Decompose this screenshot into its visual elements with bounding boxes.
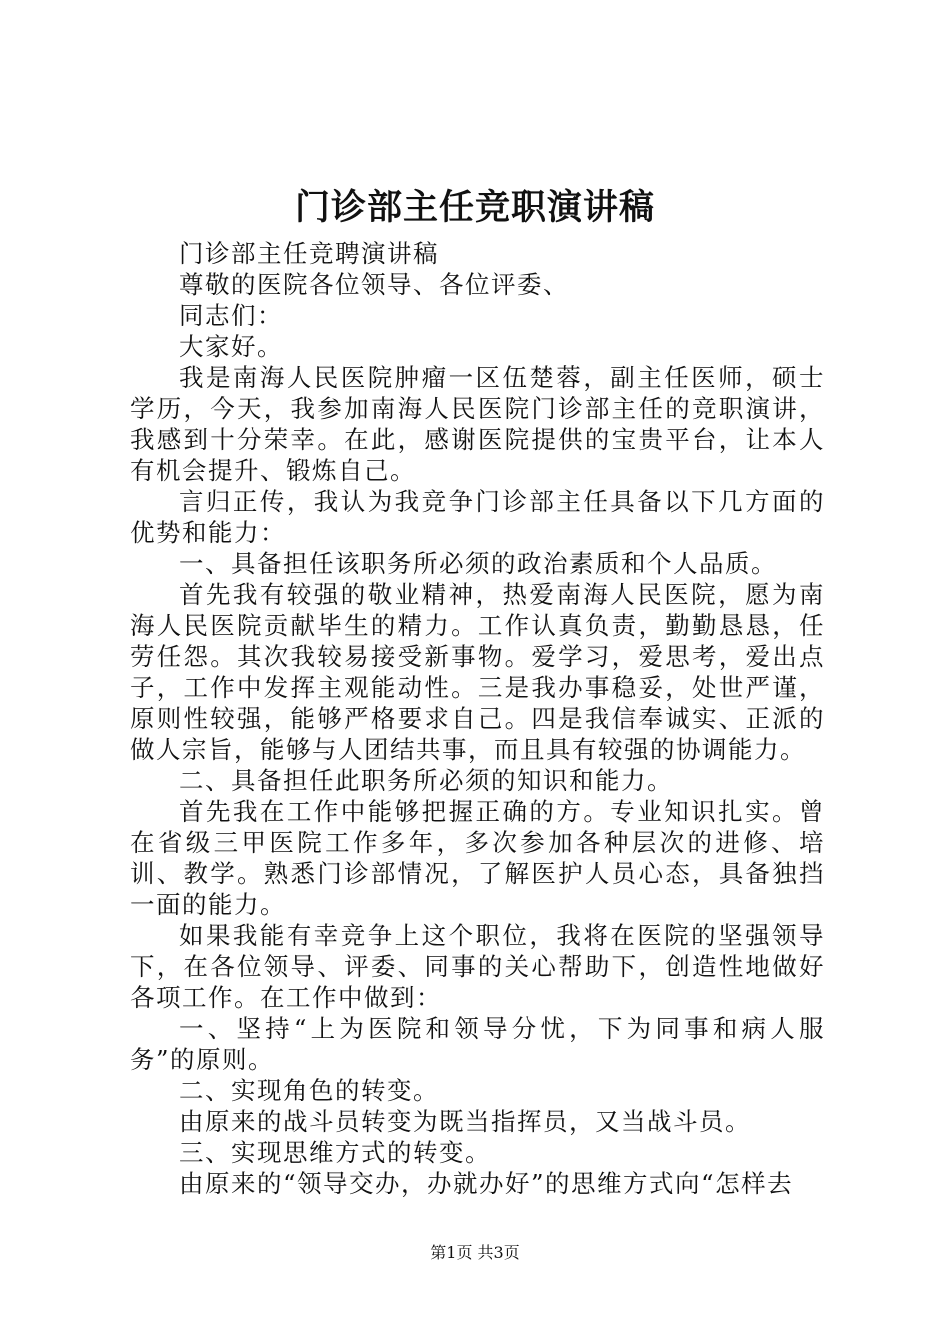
paragraph: 二、具备担任此职务所必须的知识和能力。 [179, 766, 673, 795]
paragraph: 尊敬的医院各位领导、各位评委、 [179, 270, 569, 299]
paragraph: 首先我有较强的敬业精神，热爱南海人民医院，愿为南海人民医院贡献毕生的精力。工作认真负责，勤勤恳恳，任劳任怨。其次我较易接受新事物。爱学习，爱思考，爱出点子，工作中发挥主观能动性。三是我办事稳妥，处世严谨，原则性较强，能够严格要求自己。四是我信奉诚实、正派的做人宗旨，能够与人团结共事，而且具有较强的协调能力。 [130, 580, 825, 764]
paragraph: 一、坚持“上为医院和领导分忧，下为同事和病人服务”的原则。 [130, 1014, 825, 1074]
paragraph: 一、具备担任该职务所必须的政治素质和个人品质。 [179, 549, 777, 578]
document-title: 门诊部主任竞职演讲稿 [294, 187, 655, 228]
paragraph: 由原来的“领导交办，办就办好”的思维方式向“怎样去 [179, 1169, 794, 1198]
document-body [130, 238, 825, 1199]
paragraph: 门诊部主任竞聘演讲稿 [179, 239, 439, 268]
paragraph: 言归正传，我认为我竞争门诊部主任具备以下几方面的优势和能力： [130, 487, 825, 547]
paragraph: 同志们： [179, 301, 283, 330]
paragraph: 大家好。 [179, 332, 283, 361]
page-footer: 第1页 共3页 [430, 1243, 520, 1262]
paragraph: 由原来的战斗员转变为既当指挥员，又当战斗员。 [179, 1107, 751, 1136]
paragraph: 首先我在工作中能够把握正确的方。专业知识扎实。曾在省级三甲医院工作多年，多次参加各种层次的进修、培训、教学。熟悉门诊部情况，了解医护人员心态，具备独挡一面的能力。 [130, 797, 825, 919]
paragraph: 二、实现角色的转变。 [179, 1076, 439, 1105]
paragraph: 三、实现思维方式的转变。 [179, 1138, 491, 1167]
paragraph: 我是南海人民医院肿瘤一区伍楚蓉，副主任医师，硕士学历，今天，我参加南海人民医院门诊部主任的竞职演讲，我感到十分荣幸。在此，感谢医院提供的宝贵平台，让本人有机会提升、锻炼自己。 [130, 363, 825, 485]
paragraph: 如果我能有幸竞争上这个职位，我将在医院的坚强领导下，在各位领导、评委、同事的关心帮助下，创造性地做好各项工作。在工作中做到： [130, 921, 825, 1012]
